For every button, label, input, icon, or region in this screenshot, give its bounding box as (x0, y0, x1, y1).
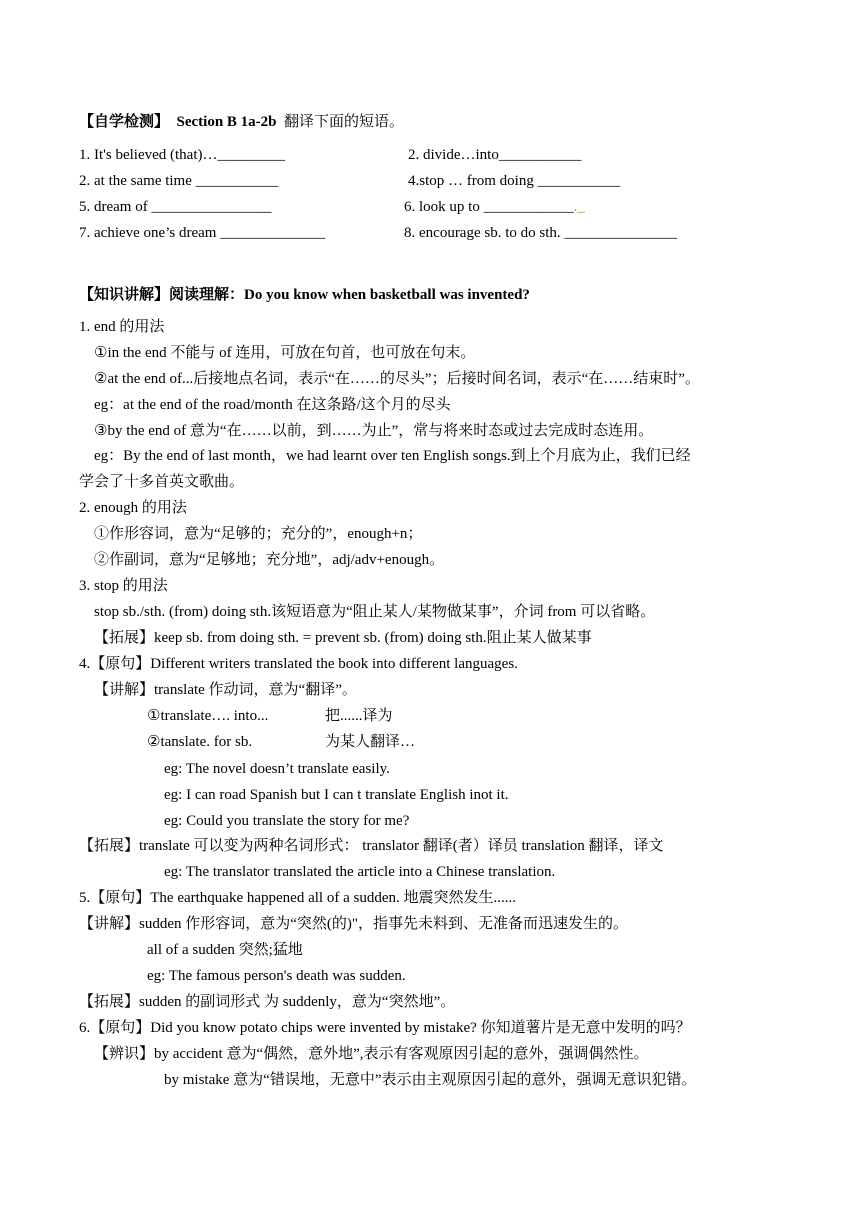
section-label: Section B 1a-2b (176, 114, 277, 130)
body-line: 【讲解】translate 作动词，意为“翻译”。 (94, 682, 357, 698)
phrase-item: 1. It's believed (that)…_________ (79, 147, 285, 163)
body-line: 【讲解】sudden 作形容词，意为“突然(的)"，指事先未料到、无准备而迅速发生的。 (79, 916, 629, 932)
example-line: eg: The famous person's death was sudden. (147, 968, 406, 984)
body-line: ③by the end of 意为“在……以前，到……为止”，常与将来时态或过去完成时态连用。 (94, 423, 654, 439)
body-line: stop sb./sth. (from) doing sth.该短语意为“阻止某人/某物做某事”，介词 from 可以省略。 (94, 604, 656, 620)
point-heading: 6.【原句】Did you know potato chips were invented by mistake? 你知道薯片是无意中发明的吗？ (79, 1020, 691, 1036)
point-heading: 2. enough 的用法 (79, 500, 187, 516)
body-line: ②作副词，意为“足够地；充分地”，adj/adv+enough。 (94, 552, 445, 568)
phrase-item: 2. divide…into___________ (408, 147, 582, 163)
phrase-text: 6. look up to ____________ (404, 199, 574, 215)
phrase-mark: ._ (573, 199, 585, 215)
point-heading: 1. end 的用法 (79, 319, 165, 335)
instruction-text: 翻译下面的短语。 (284, 114, 405, 130)
body-line: all of a sudden 突然;猛地 (147, 942, 303, 958)
body-line: 【辨识】by accident 意为“偶然，意外地”,表示有客观原因引起的意外，强调偶然性。 (94, 1046, 649, 1062)
body-line: 把......译为 (325, 708, 393, 724)
body-line: 【拓展】keep sb. from doing sth. = prevent sb. (from) doing sth.阻止某人做某事 (94, 630, 592, 646)
example-line: eg: The novel doesn’t translate easily. (164, 761, 390, 777)
example-line: eg: I can road Spanish but I can t translate English inot it. (164, 787, 509, 803)
point-heading: 5.【原句】The earthquake happened all of a sudden. 地震突然发生...... (79, 890, 516, 906)
body-line: 【拓展】sudden 的副词形式 为 suddenly，意为“突然地”。 (79, 994, 456, 1010)
knowledge-question: Do you know when basketball was invented? (244, 287, 530, 303)
body-line: ①作形容词，意为“足够的；充分的”，enough+n； (94, 526, 423, 542)
body-line: ②tanslate. for sb. (147, 734, 253, 750)
phrase-item: 5. dream of ________________ (79, 199, 272, 215)
phrase-item (404, 197, 585, 217)
self-test-heading (79, 112, 404, 132)
phrase-item: 7. achieve one’s dream ______________ (79, 225, 326, 241)
phrase-item: 2. at the same time ___________ (79, 173, 279, 189)
body-line: 学会了十多首英文歌曲。 (79, 474, 245, 490)
knowledge-bracket: 【知识讲解】阅读理解： (79, 287, 245, 303)
example-line: eg: Could you translate the story for me? (164, 813, 410, 829)
self-test-bracket: 【自学检测】 (79, 114, 170, 130)
point-heading: 4.【原句】Different writers translated the book into different languages. (79, 656, 518, 672)
body-line: by mistake 意为“错误地，无意中”表示由主观原因引起的意外，强调无意识犯错。 (164, 1072, 697, 1088)
body-line: 【拓展】translate 可以变为两种名词形式： translator 翻译(者）译员 translation 翻译，译文 (79, 838, 664, 854)
body-line: 为某人翻译… (325, 734, 416, 750)
phrase-item: 4.stop … from doing ___________ (408, 173, 621, 189)
knowledge-heading (79, 285, 530, 305)
phrase-item: 8. encourage sb. to do sth. _______________ (404, 225, 677, 241)
example-line: eg: The translator translated the article into a Chinese translation. (164, 864, 556, 880)
body-line: ①translate…. into... (147, 708, 269, 724)
body-line: ②at the end of...后接地点名词，表示“在……的尽头”；后接时间名词，表示“在……结束时”。 (94, 371, 700, 387)
body-line: ①in the end 不能与 of 连用，可放在句首，也可放在句末。 (94, 345, 476, 361)
body-line: eg：By the end of last month，we had learnt over ten English songs.到上个月底为止，我们已经 (94, 448, 691, 464)
point-heading: 3. stop 的用法 (79, 578, 168, 594)
body-line: eg：at the end of the road/month 在这条路/这个月的尽头 (94, 397, 451, 413)
